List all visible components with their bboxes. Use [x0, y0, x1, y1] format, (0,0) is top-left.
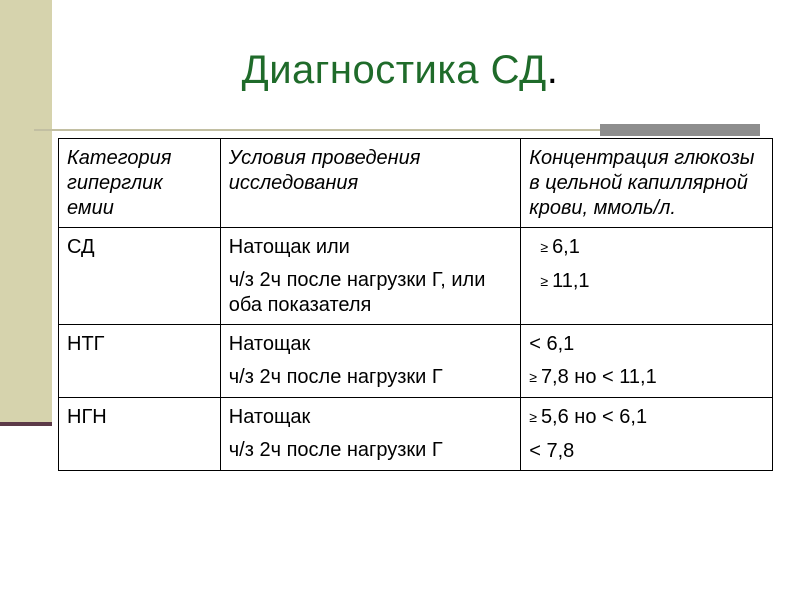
- slide-title: [0, 48, 800, 93]
- condition-line: ч/з 2ч после нагрузки Г, или оба показателя: [228, 269, 486, 316]
- condition-line: Натощак: [228, 333, 311, 355]
- row-category: НГН: [59, 398, 221, 471]
- slide-title-text: Диагностика СД: [241, 48, 547, 92]
- condition-line: ч/з 2ч после нагрузки Г: [228, 366, 443, 388]
- value-text: < 7,8: [529, 440, 575, 462]
- value-line: [529, 439, 764, 464]
- row-category: НТГ: [59, 325, 221, 398]
- value-line: [529, 405, 764, 431]
- ge-sign: ≥: [529, 369, 537, 385]
- row-conditions: [220, 398, 520, 471]
- value-line: [529, 332, 764, 357]
- header-concentration: Концентрация глюкозы в цельной капиллярной крови, ммоль/л.: [521, 139, 773, 228]
- row-values: [521, 398, 773, 471]
- value-line: [529, 235, 764, 261]
- value-text: 11,1: [552, 270, 590, 292]
- value-line: [529, 269, 764, 295]
- row-conditions: [220, 325, 520, 398]
- value-text: 5,6 но < 6,1: [540, 406, 648, 428]
- table-row: [59, 398, 773, 471]
- header-conditions: Условия проведения исследования: [220, 139, 520, 228]
- diagnostics-table: [58, 138, 773, 471]
- ge-sign: ≥: [540, 239, 549, 255]
- value-text: < 6,1: [529, 333, 575, 355]
- row-values: [521, 325, 773, 398]
- slide-title-dot: .: [546, 48, 559, 92]
- table-row: [59, 325, 773, 398]
- ge-sign: ≥: [529, 409, 537, 425]
- left-decor-bar-edge: [0, 422, 52, 426]
- condition-line: ч/з 2ч после нагрузки Г: [228, 439, 443, 461]
- condition-line: Натощак или: [228, 236, 350, 258]
- value-text: 7,8 но < 11,1: [540, 366, 657, 388]
- title-accent-bar: [600, 124, 760, 136]
- diagnostics-table-container: [58, 138, 773, 471]
- table-row: [59, 228, 773, 325]
- row-values: [521, 228, 773, 325]
- table-header-row: [59, 139, 773, 228]
- row-conditions: [220, 228, 520, 325]
- row-category: СД: [59, 228, 221, 325]
- value-line: [529, 365, 764, 391]
- condition-line: Натощак: [228, 406, 311, 428]
- ge-sign: ≥: [540, 273, 549, 289]
- header-category: Категория гиперглик емии: [59, 139, 221, 228]
- value-text: 6,1: [552, 236, 580, 258]
